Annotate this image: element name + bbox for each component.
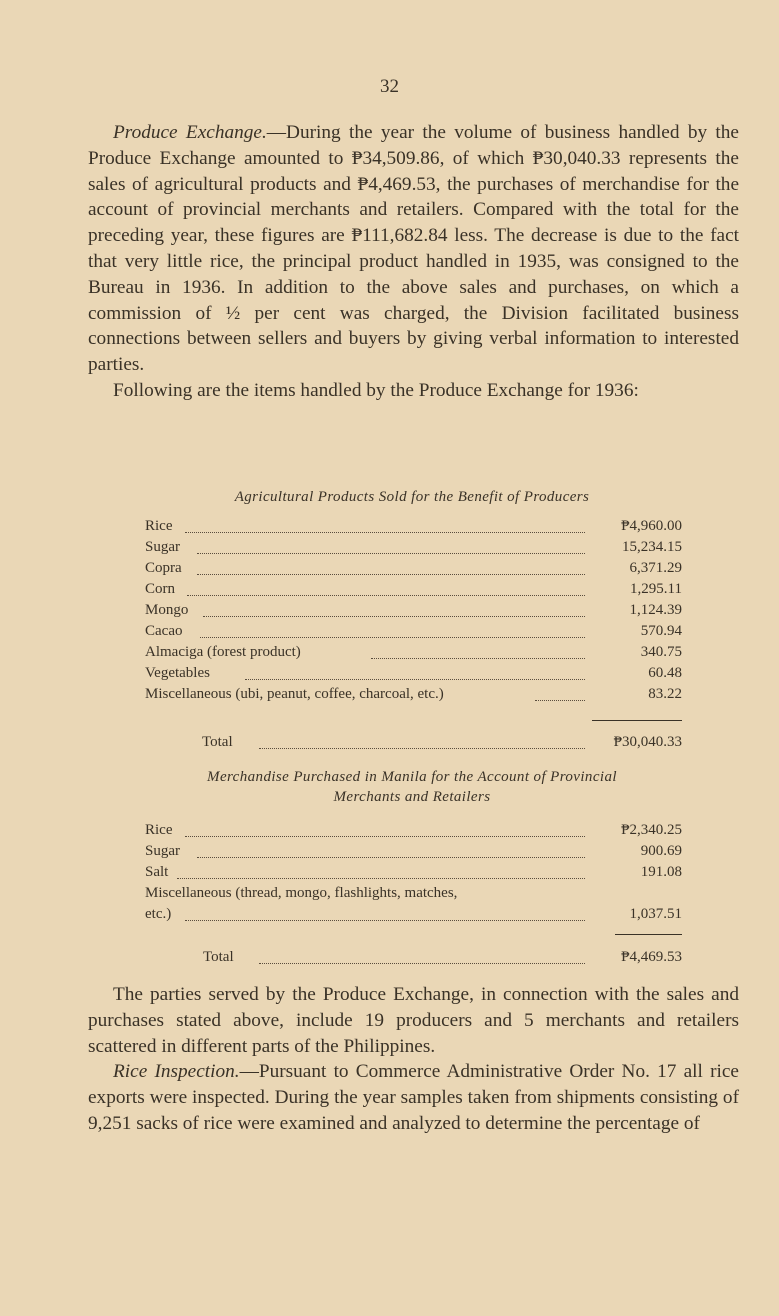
item-label: Miscellaneous (ubi, peanut, coffee, charcoal, etc.) <box>145 684 446 705</box>
table-row <box>145 862 682 883</box>
item-amount: 191.08 <box>640 864 682 880</box>
produce-exchange-section <box>88 120 739 404</box>
produce-exchange-text: —During the year the volume of business handled by the Produce Exchange amounted to ₱34,509.86, of which ₱30,040.33 represents the sales of agricultural products and ₱4,469.53, the purchases of merchandise for the account of provincial merchants and retailers. Compared with the total for the preceding year, these figures are ₱111,682.84 less. The decrease is due to the fact that very little rice, the principal product handled in 1935, was consigned to the Bureau in 1936. In addition to the above sales and purchases, on which a commission of ½ per cent was charged, the Division facilitated business connections between sellers and buyers by giving verbal information to interested parties. <box>88 122 739 376</box>
produce-exchange-title: Produce Exchange. <box>113 122 267 143</box>
rice-inspection-title: Rice Inspection. <box>113 1061 240 1083</box>
total-amount: ₱30,040.33 <box>613 734 682 750</box>
table-row <box>145 516 682 537</box>
produce-exchange-paragraph <box>88 120 739 378</box>
table-row <box>145 537 682 558</box>
item-amount: 15,234.15 <box>622 539 682 555</box>
closing-section <box>88 982 739 1137</box>
item-label: etc.) <box>145 904 173 925</box>
rice-inspection-text: —Pursuant to Commerce Administrative Order No. 17 all rice exports were inspected. During the year samples taken from shipments consisting of 9,251 sacks of rice were examined and analyzed to determine the percentage of <box>88 1061 739 1134</box>
table-row <box>145 621 682 642</box>
item-label: Sugar <box>145 841 182 862</box>
item-label: Rice <box>145 820 175 841</box>
merchandise-heading-line-2: Merchants and Retailers <box>333 789 491 805</box>
total-rule <box>615 934 682 935</box>
table-row <box>145 663 682 684</box>
merchandise-heading-line-1: Merchandise Purchased in Manila for the Account of Provincial <box>207 769 617 785</box>
table-row <box>145 820 682 841</box>
rice-inspection-paragraph <box>88 1059 739 1136</box>
item-label: Miscellaneous (thread, mongo, flashlights, matches, <box>145 883 459 904</box>
item-label: Corn <box>145 579 177 600</box>
item-amount: 570.94 <box>640 623 682 639</box>
item-amount: 340.75 <box>640 644 682 660</box>
item-amount: 1,037.51 <box>629 906 682 922</box>
table-row <box>145 600 682 621</box>
item-amount: 83.22 <box>648 686 682 702</box>
parties-served-paragraph: The parties served by the Produce Exchange, in connection with the sales and purchases stated above, include 19 producers and 5 merchants and retailers scattered in different parts of the Philippines. <box>88 984 739 1057</box>
item-label: Mongo <box>145 600 190 621</box>
merchandise-table-heading <box>140 767 684 807</box>
total-label: Total <box>202 732 235 753</box>
table-row <box>145 841 682 862</box>
total-label: Total <box>203 947 236 968</box>
agricultural-table-heading: Agricultural Products Sold for the Benefit of Producers <box>234 489 590 505</box>
table-row <box>145 579 682 600</box>
table-row <box>145 558 682 579</box>
total-row <box>145 732 682 753</box>
item-label: Vegetables <box>145 663 212 684</box>
item-label: Almaciga (forest product) <box>145 642 303 663</box>
item-label: Salt <box>145 862 170 883</box>
table-row <box>145 904 682 925</box>
item-label: Rice <box>145 516 175 537</box>
item-amount: 900.69 <box>640 843 682 859</box>
item-amount: 1,295.11 <box>630 581 682 597</box>
total-amount: ₱4,469.53 <box>621 949 682 965</box>
item-label: Sugar <box>145 537 182 558</box>
table-row <box>145 642 682 663</box>
table-row <box>145 883 682 904</box>
item-label: Cacao <box>145 621 184 642</box>
item-amount: 1,124.39 <box>629 602 682 618</box>
item-label: Copra <box>145 558 184 579</box>
following-paragraph: Following are the items handled by the Produce Exchange for 1936: <box>113 379 639 401</box>
item-amount: 6,371.29 <box>629 560 682 576</box>
total-rule <box>592 720 682 721</box>
total-row <box>145 947 682 968</box>
page-number: 32 <box>380 76 399 97</box>
item-amount: 60.48 <box>648 665 682 681</box>
table-row <box>145 684 682 705</box>
item-amount: ₱2,340.25 <box>621 822 682 838</box>
item-amount: ₱4,960.00 <box>621 518 682 534</box>
